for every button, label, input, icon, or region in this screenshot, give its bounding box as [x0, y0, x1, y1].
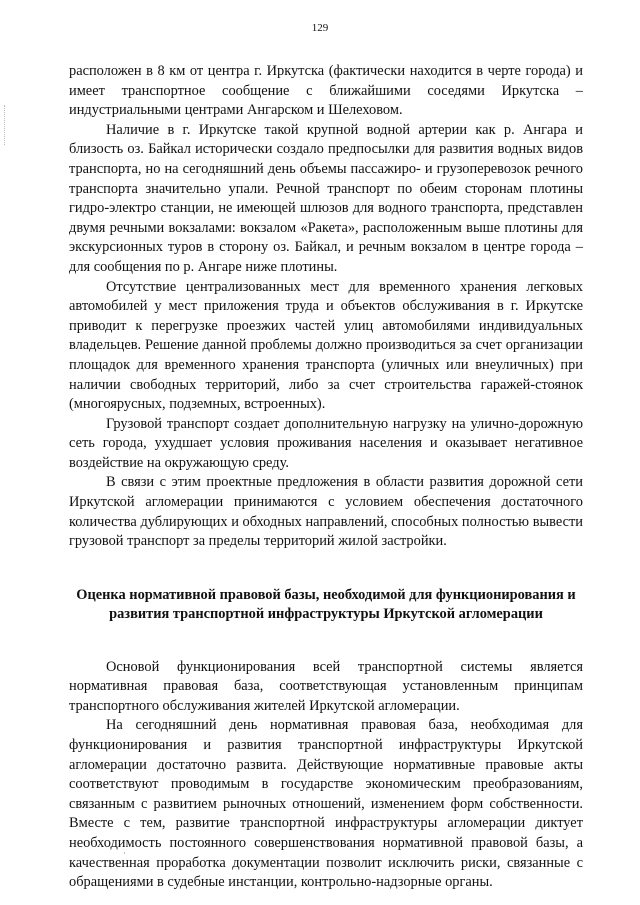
paragraph: На сегодняшний день нормативная правовая база, необходимая для функционирования и развития транспортной инфраструктуры Иркутской агломерации достаточно развита. Действующие нормативные правовые акты соответствуют проводимым в государстве экономическим преобразованиям, связанным с развитием рыночных отношений, изменением форм собственности. Вместе с тем, развитие транспортной инфраструктуры агломерации диктует необходимость постоянного совершенствования нормативной правовой базы, а качественная проработка документации позволит исключить риски, связанные с обращениями в судебные инстанции, контрольно-надзорные органы. — [69, 717, 583, 891]
paragraph: Наличие в г. Иркутске такой крупной водной артерии как р. Ангара и близость оз. Байкал исторически создало предпосылки для развития водных видов транспорта, но на сегодняшний день объемы пассажиро- и грузоперевозок речного транспорта значительно упали. Речной транспорт по обеим сторонам плотины гидро-электро станции, не имеющей шлюзов для водного транспорта, представлен двумя речными вокзалами: вокзалом «Ракета», расположенным выше плотины для экскурсионных туров в сторону оз. Байкал, и речным вокзалом в центре города – для сообщения по р. Ангаре ниже плотины. — [69, 121, 583, 275]
paragraph: Грузовой транспорт создает дополнительную нагрузку на улично-дорожную сеть города, ухудшает условия проживания населения и оказывает негативное воздействие на окружающую среду. — [69, 415, 583, 471]
paragraph: Основой функционирования всей транспортной системы является нормативная правовая база, соответствующая установленным принципам транспортного обслуживания жителей Иркутской агломерации. — [69, 658, 583, 714]
document-body — [69, 62, 583, 893]
page-number: 129 — [311, 22, 329, 34]
paragraph: расположен в 8 км от центра г. Иркутска (фактически находится в черте города) и имеет транспортное сообщение с ближайшими соседями Иркутска – индустриальными центрами Ангарском и Шелеховом. — [69, 63, 583, 119]
paragraph: В связи с этим проектные предложения в области развития дорожной сети Иркутской агломерации принимаются с условием обеспечения достаточного количества дублирующих и обходных направлений, способных полностью вывести грузовой транспорт за пределы территорий жилой застройки. — [69, 474, 583, 550]
paragraph: Отсутствие централизованных мест для временного хранения легковых автомобилей у мест приложения труда и объектов обслуживания в г. Иркутске приводит к перегрузке проезжих частей улиц автомобилями индивидуальных владельцев. Решение данной проблемы должно производиться за счет организации площадок для временного хранения транспорта (уличных или внеуличных) при наличии свободных территорий, либо за счет строительства гаражей-стоянок (многоярусных, подземных, встроенных). — [69, 278, 583, 413]
section-heading: Оценка нормативной правовой базы, необходимой для функционирования и развития транспортной инфраструктуры Иркутской агломерации — [76, 586, 576, 623]
scan-margin-marks — [4, 105, 7, 145]
